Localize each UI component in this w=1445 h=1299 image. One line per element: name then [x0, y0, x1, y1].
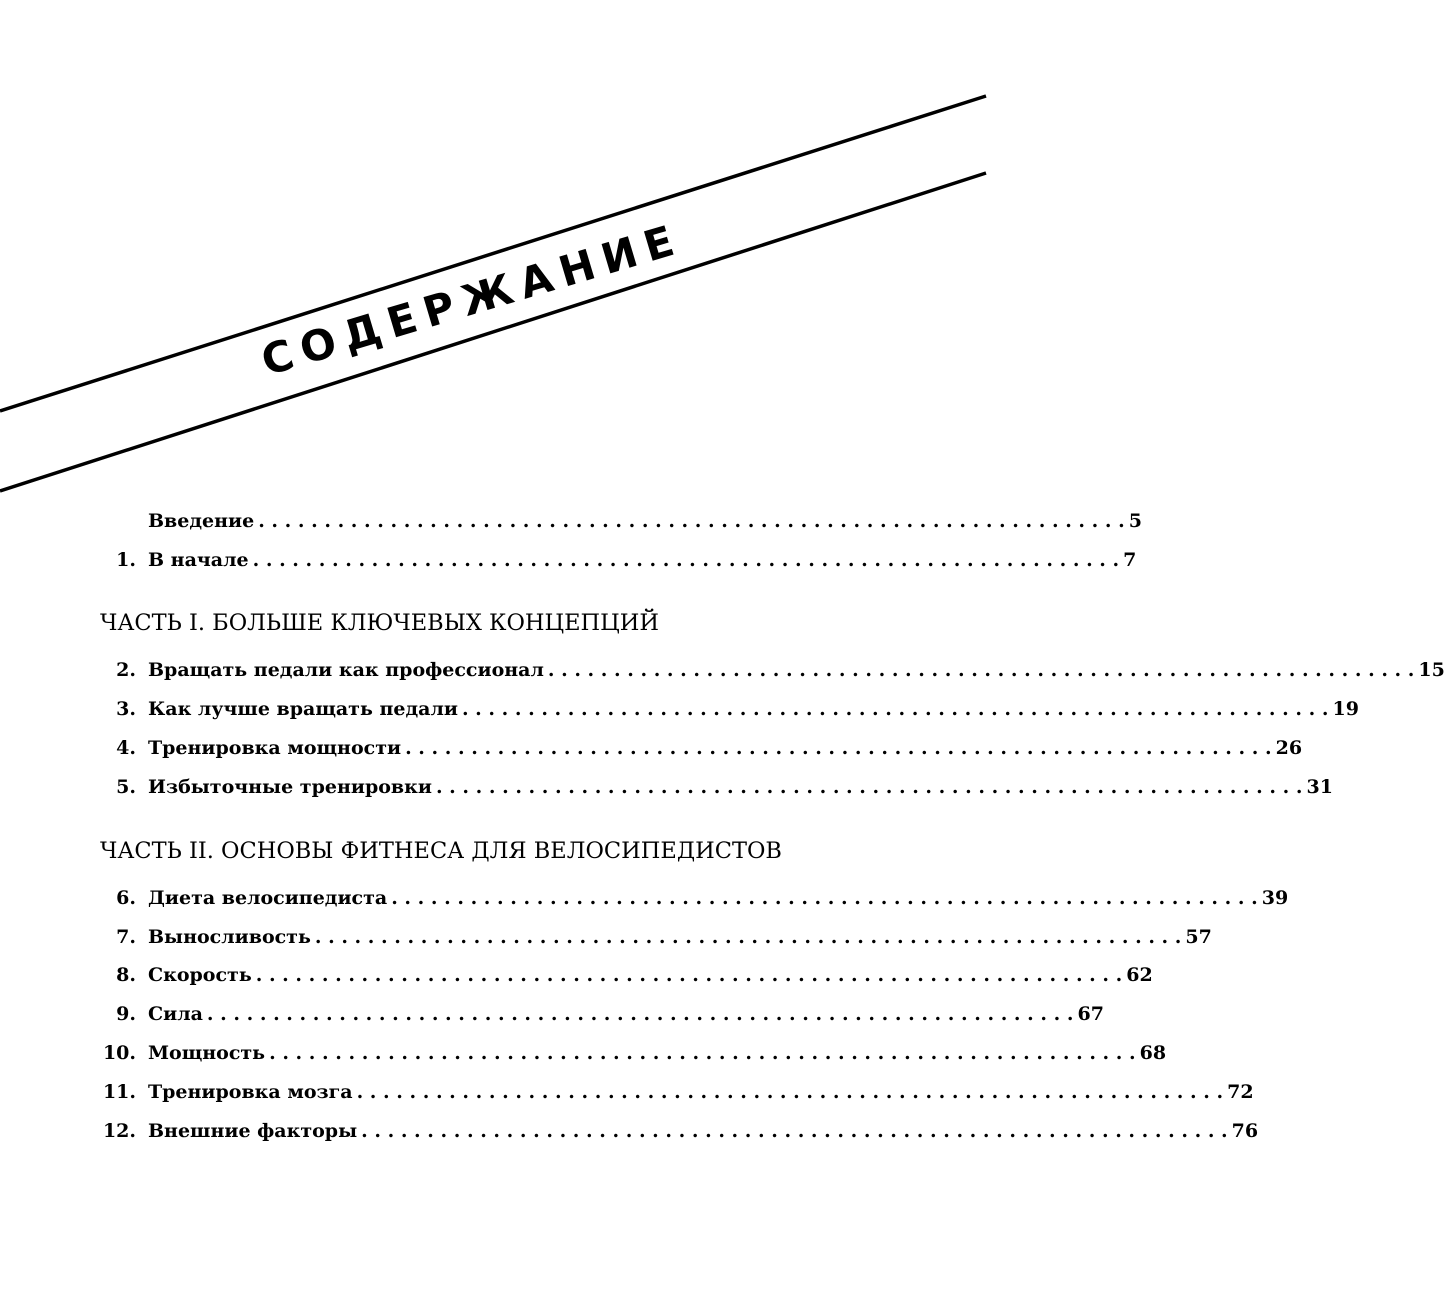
toc-entry-number: 6. [116, 887, 136, 909]
toc-entry-page: 15 [1418, 659, 1445, 681]
toc-entry-leader: . . . . . . . . . . . . . . . . . . . . . . . . . . . . . . . . . . . . . . . . . . . . . . . . . . . . . . . . . . . . . . . . . . [361, 1120, 1228, 1142]
toc-entry-leader: . . . . . . . . . . . . . . . . . . . . . . . . . . . . . . . . . . . . . . . . . . . . . . . . . . . . . . . . . . . . . . . . . . [255, 964, 1123, 986]
toc-entry-label: Введение [148, 510, 255, 532]
toc-entry-label: Избыточные тренировки [148, 776, 432, 798]
toc-entry-leader: . . . . . . . . . . . . . . . . . . . . . . . . . . . . . . . . . . . . . . . . . . . . . . . . . . . . . . . . . . . . . . . . . . [269, 1042, 1136, 1064]
title-band [0, 0, 986, 520]
toc-entry-leader: . . . . . . . . . . . . . . . . . . . . . . . . . . . . . . . . . . . . . . . . . . . . . . . . . . . . . . . . . . . . . . . . . . [547, 659, 1415, 681]
toc-entry-number: 12. [102, 1120, 136, 1142]
toc-entry-leader: . . . . . . . . . . . . . . . . . . . . . . . . . . . . . . . . . . . . . . . . . . . . . . . . . . . . . . . . . . . . . . . . . . [252, 549, 1120, 571]
toc-entry[interactable] [100, 694, 1359, 724]
part-heading: ЧАСТЬ II. ОСНОВЫ ФИТНЕСА ДЛЯ ВЕЛОСИПЕДИСТОВ [100, 838, 782, 864]
toc-entry-page: 19 [1332, 698, 1359, 720]
part-heading: ЧАСТЬ I. БОЛЬШЕ КЛЮЧЕВЫХ КОНЦЕПЦИЙ [100, 610, 660, 636]
toc-entry[interactable] [100, 922, 1212, 952]
page-title: СОДЕРЖАНИЕ [255, 213, 688, 386]
toc-entry-label: Внешние факторы [148, 1120, 358, 1142]
toc-entry-number: 4. [116, 737, 136, 759]
toc-entry-number: 5. [116, 776, 136, 798]
toc-entry-leader: . . . . . . . . . . . . . . . . . . . . . . . . . . . . . . . . . . . . . . . . . . . . . . . . . . . . . . . . . . . . . . . . . . [314, 926, 1182, 948]
toc-entry-page: 26 [1275, 737, 1303, 759]
toc-entry[interactable] [100, 733, 1303, 763]
toc-entry-leader: . . . . . . . . . . . . . . . . . . . . . . . . . . . . . . . . . . . . . . . . . . . . . . . . . . . . . . . . . . . . . . . . . . [206, 1003, 1074, 1025]
toc-entry-page: 7 [1123, 549, 1137, 571]
toc-entry-leader: . . . . . . . . . . . . . . . . . . . . . . . . . . . . . . . . . . . . . . . . . . . . . . . . . . . . . . . . . . . . . . . . . . [405, 737, 1272, 759]
toc-entry-leader: . . . . . . . . . . . . . . . . . . . . . . . . . . . . . . . . . . . . . . . . . . . . . . . . . . . . . . . . . . . . . . . . . . [461, 698, 1329, 720]
toc-entry-label: Сила [148, 1003, 203, 1025]
toc-entry-number: 3. [116, 698, 136, 720]
toc-entry[interactable] [100, 1077, 1254, 1107]
toc-entry-label: Тренировка мощности [148, 737, 402, 759]
toc-entry-leader: . . . . . . . . . . . . . . . . . . . . . . . . . . . . . . . . . . . . . . . . . . . . . . . . . . . . . . . . . . . . . . . . . . [435, 776, 1303, 798]
toc-entry-page: 72 [1227, 1081, 1254, 1103]
toc-entry[interactable] [100, 883, 1289, 913]
toc-entry-page: 76 [1231, 1120, 1259, 1142]
toc-entry-label: Скорость [148, 964, 252, 986]
toc-entry-leader: . . . . . . . . . . . . . . . . . . . . . . . . . . . . . . . . . . . . . . . . . . . . . . . . . . . . . . . . . . . . . . . . . . [356, 1081, 1224, 1103]
toc-entry-page: 39 [1261, 887, 1289, 909]
toc-entry-page: 62 [1126, 964, 1153, 986]
toc-entry-leader: . . . . . . . . . . . . . . . . . . . . . . . . . . . . . . . . . . . . . . . . . . . . . . . . . . . . . . . . . . . . . . . . . . [391, 887, 1258, 909]
toc-entry-number: 7. [116, 926, 136, 948]
toc-entry-page: 57 [1185, 926, 1212, 948]
band-top-line [0, 96, 986, 411]
toc-entry-number: 9. [116, 1003, 136, 1025]
toc-entry-label: В начале [148, 549, 249, 571]
toc-entry-number: 10. [102, 1042, 136, 1064]
toc-entry-label: Мощность [148, 1042, 266, 1064]
toc-entry[interactable] [100, 655, 1445, 685]
toc-entry[interactable] [100, 999, 1104, 1029]
toc-entry-label: Тренировка мозга [148, 1081, 353, 1103]
toc-entry-number: 1. [116, 549, 136, 571]
toc-entry[interactable] [100, 772, 1333, 802]
toc-entry-page: 31 [1306, 776, 1333, 798]
toc-entry-page: 5 [1128, 510, 1142, 532]
toc-entry-page: 68 [1139, 1042, 1167, 1064]
band-bottom-line [0, 173, 986, 491]
toc-entry-label: Как лучше вращать педали [148, 698, 458, 720]
toc-entry[interactable] [100, 506, 1142, 536]
toc-entry-page: 67 [1077, 1003, 1104, 1025]
toc-entry[interactable] [100, 545, 1137, 575]
toc-entry-number: 11. [102, 1081, 136, 1103]
toc-entry-label: Выносливость [148, 926, 311, 948]
toc-entry[interactable] [100, 1116, 1259, 1146]
toc-entry-number: 2. [116, 659, 136, 681]
toc-entry[interactable] [100, 1038, 1167, 1068]
toc-entry-leader: . . . . . . . . . . . . . . . . . . . . . . . . . . . . . . . . . . . . . . . . . . . . . . . . . . . . . . . . . . . . . . . . . . [258, 510, 1125, 532]
toc-entry-number: 8. [116, 964, 136, 986]
toc-entry-label: Вращать педали как профессионал [148, 659, 544, 681]
toc-entry-label: Диета велосипедиста [148, 887, 388, 909]
toc-entry[interactable] [100, 960, 1153, 990]
